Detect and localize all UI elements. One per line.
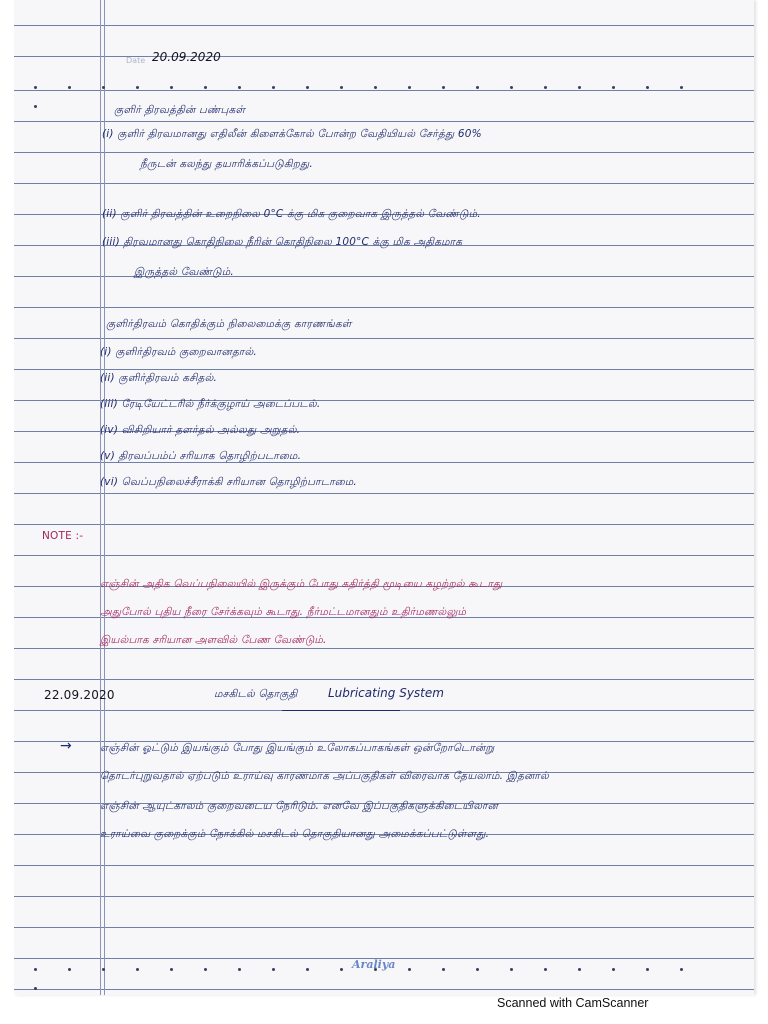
note-line: எஞ்சின் அதிக வெப்பநிலையில் இருக்கும் போது கதிர்த்தி மூடியை கழற்றல் கூடாது	[100, 578, 503, 590]
section2-line: (iv) விசிறியார் தளர்தல் அல்லது அறுதல்.	[100, 424, 301, 436]
section2-line: (vi) வெப்பநிலைச்சீராக்கி சரியான தொழிற்பாடாமை.	[100, 476, 357, 488]
scanner-watermark: Scanned with CamScanner	[497, 996, 649, 1010]
date-label: Date	[126, 56, 146, 65]
note-line: அதுபோல் புதிய நீரை சேர்க்கவும் கூடாது. நீர்மட்டமானதும் உதிர்மணல்லும்	[100, 606, 467, 618]
title-underline	[282, 710, 400, 711]
note-line: இயல்பாக சரியான அளவில் பேண வேண்டும்.	[100, 634, 327, 646]
section1-line: (ii) குளிர் திரவத்தின் உறைநிலை 0°C க்கு மிக குறைவாக இருத்தல் வேண்டும்.	[102, 208, 481, 220]
dot-row-top	[34, 74, 734, 78]
section1-title: குளிர் திரவத்தின் பண்புகள்	[114, 104, 246, 116]
section3-line: எஞ்சின் ஓட்டும் இயங்கும் போது இயங்கும் உலோகப்பாகங்கள் ஒன்றோடொன்று	[100, 742, 495, 754]
margin-line	[104, 0, 105, 995]
section3-title-ta: மசகிடல் தொகுதி	[214, 688, 298, 700]
margin-line	[100, 0, 101, 995]
section3-line: தொடர்புறுவதால் ஏற்படும் உராய்வு காரணமாக அப்பகுதிகள் விரைவாக தேயலாம். இதனால்	[100, 770, 549, 782]
note-label: NOTE :-	[42, 530, 84, 542]
page-date: 20.09.2020	[152, 50, 221, 64]
section3-title-en: Lubricating System	[328, 686, 444, 700]
section3-line: உராய்வை குறைக்கும் நோக்கில் மசகிடல் தொகுதியானது அமைக்கப்பட்டுள்ளது.	[100, 828, 490, 840]
arrow-icon: →	[60, 738, 72, 754]
notebook-page	[14, 0, 754, 995]
section3-line: எஞ்சின் ஆயுட்காலம் குறைவடைய நேரிடும். எனவே இப்பகுதிகளுக்கிடையிலான	[100, 800, 499, 812]
section2-line: (v) திரவப்பம்ப் சரியாக தொழிற்படாமை.	[100, 450, 302, 462]
section3-date: 22.09.2020	[44, 688, 115, 702]
section1-line: (i) குளிர் திரவமானது எதிலீன் கிளைக்கோல் போன்ற வேதியியல் சேர்த்து 60%	[102, 128, 482, 140]
section2-title: குளிர்திரவம் கொதிக்கும் நிலைமைக்கு காரணங்கள்	[106, 318, 352, 330]
section2-line: (ii) குளிர்திரவம் கசிதல்.	[100, 372, 218, 384]
section1-line: இருத்தல் வேண்டும்.	[134, 266, 234, 278]
section1-line: (iii) திரவமானது கொதிநிலை நீரின் கொதிநிலை 100°C க்கு மிக அதிகமாக	[102, 236, 463, 248]
section2-line: (iii) ரேடியேட்டரில் நீர்க்குழாய் அடைப்படல்.	[100, 398, 321, 410]
section1-line: நீருடன் கலந்து தயாரிக்கப்படுகிறது.	[140, 158, 313, 170]
section2-line: (i) குளிர்திரவம் குறைவானதால்.	[100, 346, 257, 358]
notebook-brand-logo: Araliya	[352, 958, 396, 971]
